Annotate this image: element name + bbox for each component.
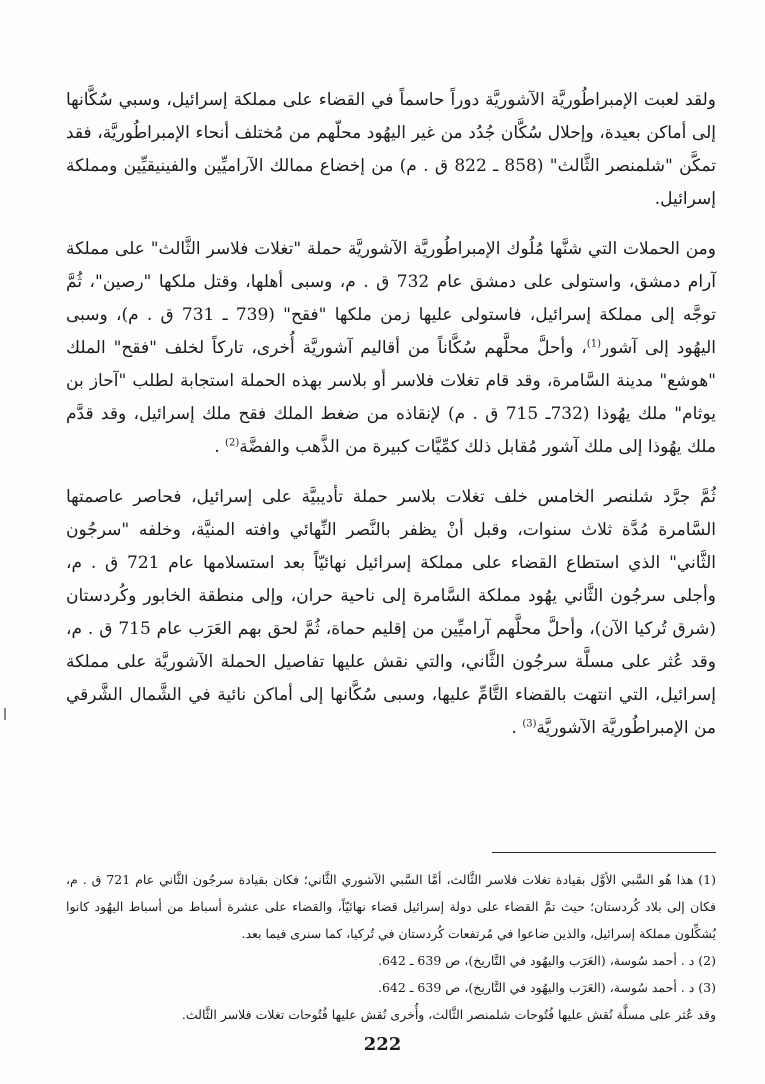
footnote-3: (3) د . أحمد سُوسة، (العَرَب واليهُود في التَّاريخ)، ص 639 ـ 642. [377,980,716,995]
footnote-1: (1) هذا هُو السَّبي الأوَّل بقيادة تغلات فلاسر الثَّالث، أمَّا السَّبي الآشوري الثَّاني؛ فكان بقيادة سرجُون الثَّاني عام 721 ق . م، فكان إلى بلاد كُردستان؛ حيث تمَّ القضاء على دولة إسرائيل قضاء نهائيّاً، والقضاء على عشرة أسباط من أسباط اليهُود كانوا يُشكِّلون مملكة إسرائيل، والذين ضاعوا في مُرتفعات كُردستان في تُركيا، كما سنرى فيما بعد. [66,872,716,941]
footnote-divider [492,852,716,853]
paragraph-3: ثُمَّ جرَّد شلنصر الخامس خلف تغلات بلاسر حملة تأديبيَّة على إسرائيل، فحاصر عاصمتها السَّامرة مُدَّة ثلاث سنوات، وقبل أنْ يظفر بالنَّصر النِّهائي وافته المنيَّة، وخلفه "سرجُون الثَّاني" الذي استطاع القضاء على مملكة إسرائيل نهائيّاً بعد استسلامها عام 721 ق . م، وأجلى سرجُون الثَّاني يهُود مملكة السَّامرة إلى ناحية حران، وإلى منطقة الخابور وكُردستان (شرق تُركيا الآن)، وأحلَّ محلَّهم آراميِّين من إقليم حماة، ثُمَّ لحق بهم العَرَب عام 715 ق . م، وقد عُثر على مسلَّة سرجُون الثَّاني، والتي نقش عليها تفاصيل الحملة الآشوريَّة على مملكة إسرائيل، التي انتهت بالقضاء التَّامِّ عليها، وسبى سُكَّانها إلى أماكن نائية في الشَّمال الشَّرقي من الإمبراطُوريَّة الآشوريَّة$^{(3)}$ . [66,487,717,738]
footnote-ref-3: (3) [522,718,537,730]
footnotes [66,866,716,1028]
footnote-ref-1: (1) [586,338,601,350]
paragraph-2: ومن الحملات التي شنَّها مُلُوك الإمبراطُوريَّة الآشوريَّة حملة "تغلات فلاسر الثَّالث" على مملكة آرام دمشق، واستولى على دمشق عام 732 ق . م، وسبى أهلها، وقتل ملكها "رصين"، ثُمَّ توجَّه إلى مملكة إسرائيل، فاستولى عليها زمن ملكها "فقح" (739 ـ 731 ق . م)، وسبى اليهُود إلى آشور$^{(1)}$، وأحلَّ محلَّهم سُكَّاناً من أقاليم آشوريَّة أُخرى، تاركاً لخلف "فقح" الملك "هوشع" مدينة السَّامرة، وقد قام تغلات فلاسر أو بلاسر بهذه الحملة استجابة لطلب "آحاز بن يوثام" ملك يهُوذا (732ـ 715 ق . م) لإنقاذه من ضغط الملك فقح ملك إسرائيل، وقد قدَّم ملك يهُوذا إلى ملك آشور مُقابل ذلك كمِّيَّات كبيرة من الذَّهب والفضَّة$^{(2)}$ . [66,239,717,457]
main-text [66,84,716,745]
paragraph-3-text: ثُمَّ جرَّد شلنصر الخامس خلف تغلات بلاسر حملة تأديبيَّة على إسرائيل، فحاصر عاصمتها السَّامرة مُدَّة ثلاث سنوات، وقبل أنْ يظفر بالنَّصر النِّهائي وافته المنيَّة، وخلفه "سرجُون الثَّاني" الذي استطاع القضاء على مملكة إسرائيل نهائيّاً بعد استسلامها عام 721 ق . م، وأجلى سرجُون الثَّاني يهُود مملكة السَّامرة إلى ناحية حران، وإلى منطقة الخابور وكُردستان (شرق تُركيا الآن)، وأحلَّ محلَّهم آراميِّين من إقليم حماة، ثُمَّ لحق بهم العَرَب عام 715 ق . م، وقد عُثر على مسلَّة سرجُون الثَّاني، والتي نقش عليها تفاصيل الحملة الآشوريَّة على مملكة إسرائيل، التي انتهت بالقضاء التَّامِّ عليها، وسبى سُكَّانها إلى أماكن نائية في الشَّمال الشَّرقي من الإمبراطُوريَّة الآشوريَّة [66,487,717,738]
footnote-2: (2) د . أحمد سُوسة، (العَرَب واليهُود في التَّاريخ)، ص 639 ـ 642. [377,953,716,968]
paragraph-2-part-1: ومن الحملات التي شنَّها مُلُوك الإمبراطُوريَّة الآشوريَّة حملة "تغلات فلاسر الثَّالث" على مملكة آرام دمشق، واستولى على دمشق عام 732 ق . م، وسبى أهلها، وقتل ملكها "رصين"، ثُمَّ توجَّه إلى مملكة إسرائيل، فاستولى عليها زمن ملكها "فقح" (739 ـ 731 ق . م)، وسبى اليهُود إلى آشور [66,239,717,358]
footnote-ref-2: (2) [225,437,240,449]
paragraph-1: ولقد لعبت الإمبراطُوريَّة الآشوريَّة دوراً حاسماً في القضاء على مملكة إسرائيل، وسبي سُكَّانها إلى أماكن بعيدة، وإحلال سُكَّان جُدُد من غير اليهُود محلّهم من مُختلف أنحاء الإمبراطُوريَّة، فقد تمكَّن "شلمنصر الثَّالث" (858 ـ 822 ق . م) من إخضاع ممالك الآراميِّين والفينيقيِّين ومملكة إسرائيل. [66,90,716,209]
footnote-4: وقد عُثر على مسلَّة نُقش عليها فُتُوحات شلمنصر الثَّالث، وأُخرى نُقش عليها فُتُوحات تغلات فلاسر الثَّالث. [181,1007,716,1022]
page-number: 222 [363,1034,402,1055]
margin-mark [4,708,6,720]
paragraph-2-part-2: ، وأحلَّ محلَّهم سُكَّاناً من أقاليم آشوريَّة أُخرى، تاركاً لخلف "فقح" الملك "هوشع" مدينة السَّامرة، وقد قام تغلات فلاسر أو بلاسر بهذه الحملة استجابة لطلب "آحاز بن يوثام" ملك يهُوذا (732ـ 715 ق . م) لإنقاذه من ضغط الملك فقح ملك إسرائيل، وقد قدَّم ملك يهُوذا إلى ملك آشور مُقابل ذلك كمِّيَّات كبيرة من الذَّهب والفضَّة [66,338,716,457]
